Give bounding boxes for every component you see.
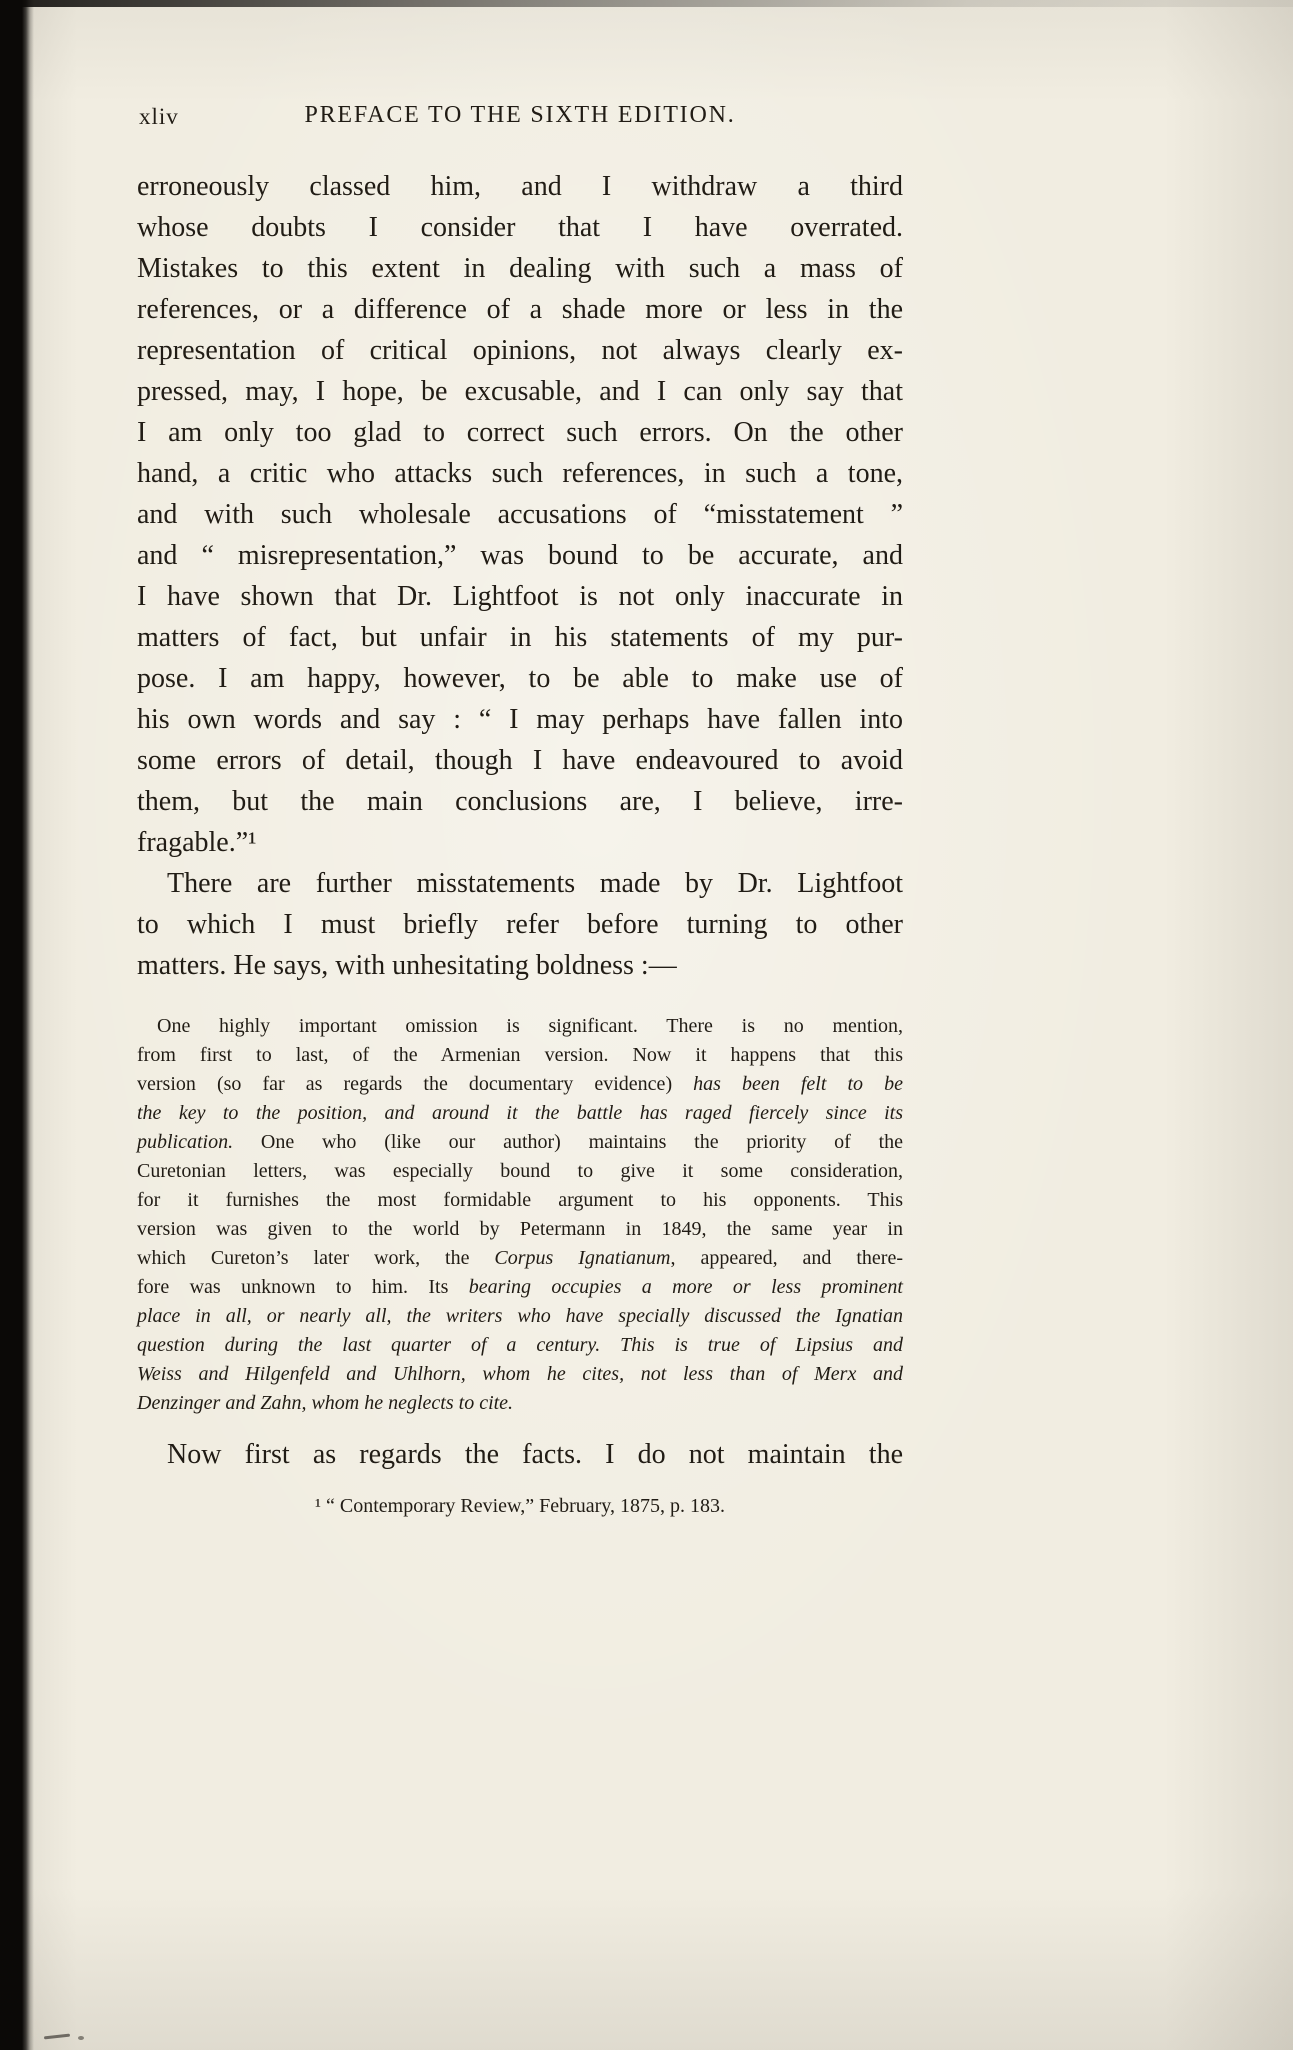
text-line: some errors of detail, though I have endeavoured to avoid bbox=[137, 745, 903, 776]
page-header bbox=[137, 100, 903, 142]
paragraph-p3 bbox=[137, 1434, 903, 1475]
text-line: publication. One who (like our author) maintains the priority of the bbox=[137, 1131, 903, 1153]
text-line: which Cureton’s later work, the Corpus Ignatianum, appeared, and there- bbox=[137, 1247, 903, 1269]
text-line: I have shown that Dr. Lightfoot is not only inaccurate in bbox=[137, 581, 903, 612]
text-line: Weiss and Hilgenfeld and Uhlhorn, whom he cites, not less than of Merx and bbox=[137, 1363, 903, 1385]
text-line: to which I must briefly refer before turning to other bbox=[137, 909, 903, 940]
paragraph-p1 bbox=[137, 166, 903, 863]
text-line: whose doubts I consider that I have overrated. bbox=[137, 212, 903, 243]
text-line: Now first as regards the facts. I do not maintain the bbox=[167, 1439, 903, 1470]
text-line: pose. I am happy, however, to be able to make use of bbox=[137, 663, 903, 694]
text-line: representation of critical opinions, not always clearly ex- bbox=[137, 335, 903, 366]
text-line: I am only too glad to correct such errors. On the other bbox=[137, 417, 903, 448]
running-title: PREFACE TO THE SIXTH EDITION. bbox=[304, 102, 736, 128]
text-line: hand, a critic who attacks such references, in such a tone, bbox=[137, 458, 903, 489]
paragraph-quote bbox=[137, 1012, 903, 1418]
text-line: matters. He says, with unhesitating boldness :— bbox=[137, 950, 677, 981]
scan-edge-top bbox=[0, 0, 1293, 7]
paragraph-p2 bbox=[137, 863, 903, 986]
footnote-text: ¹ “ Contemporary Review,” February, 1875, p. 183. bbox=[315, 1495, 725, 1517]
text-line: Mistakes to this extent in dealing with such a mass of bbox=[137, 253, 903, 284]
text-line: from first to last, of the Armenian version. Now it happens that this bbox=[137, 1044, 903, 1066]
text-line: them, but the main conclusions are, I believe, irre- bbox=[137, 786, 903, 817]
text-line: version (so far as regards the documentary evidence) has been felt to be bbox=[137, 1073, 903, 1095]
text-line: references, or a difference of a shade more or less in the bbox=[137, 294, 903, 325]
text-line: pressed, may, I hope, be excusable, and I can only say that bbox=[137, 376, 903, 407]
text-line: for it furnishes the most formidable argument to his opponents. This bbox=[137, 1189, 903, 1211]
text-line: and “ misrepresentation,” was bound to be accurate, and bbox=[137, 540, 903, 571]
text-line: matters of fact, but unfair in his statements of my pur- bbox=[137, 622, 903, 653]
footnote bbox=[137, 1495, 903, 1518]
text-line: Curetonian letters, was especially bound to give it some consideration, bbox=[137, 1160, 903, 1182]
scan-smudge bbox=[78, 2036, 84, 2040]
text-line: erroneously classed him, and I withdraw a third bbox=[137, 171, 903, 202]
scan-edge-left bbox=[0, 0, 34, 2050]
page-body bbox=[137, 100, 903, 1518]
text-line: question during the last quarter of a century. This is true of Lipsius and bbox=[137, 1334, 903, 1356]
text-line: the key to the position, and around it the battle has raged fiercely since its bbox=[137, 1102, 903, 1124]
text-line: place in all, or nearly all, the writers who have specially discussed the Ignatian bbox=[137, 1305, 903, 1327]
scan-smudge bbox=[44, 2034, 70, 2040]
text-line: version was given to the world by Petermann in 1849, the same year in bbox=[137, 1218, 903, 1240]
page-number: xliv bbox=[139, 104, 179, 129]
text-line: One highly important omission is significant. There is no mention, bbox=[157, 1015, 903, 1037]
text-block bbox=[137, 166, 903, 1475]
text-line: his own words and say : “ I may perhaps have fallen into bbox=[137, 704, 903, 735]
text-line: and with such wholesale accusations of “misstatement ” bbox=[137, 499, 903, 530]
text-line: Denzinger and Zahn, whom he neglects to cite. bbox=[137, 1392, 514, 1414]
text-line: There are further misstatements made by Dr. Lightfoot bbox=[167, 868, 903, 899]
text-line: fore was unknown to him. Its bearing occupies a more or less prominent bbox=[137, 1276, 903, 1298]
text-line: fragable.”¹ bbox=[137, 827, 257, 858]
